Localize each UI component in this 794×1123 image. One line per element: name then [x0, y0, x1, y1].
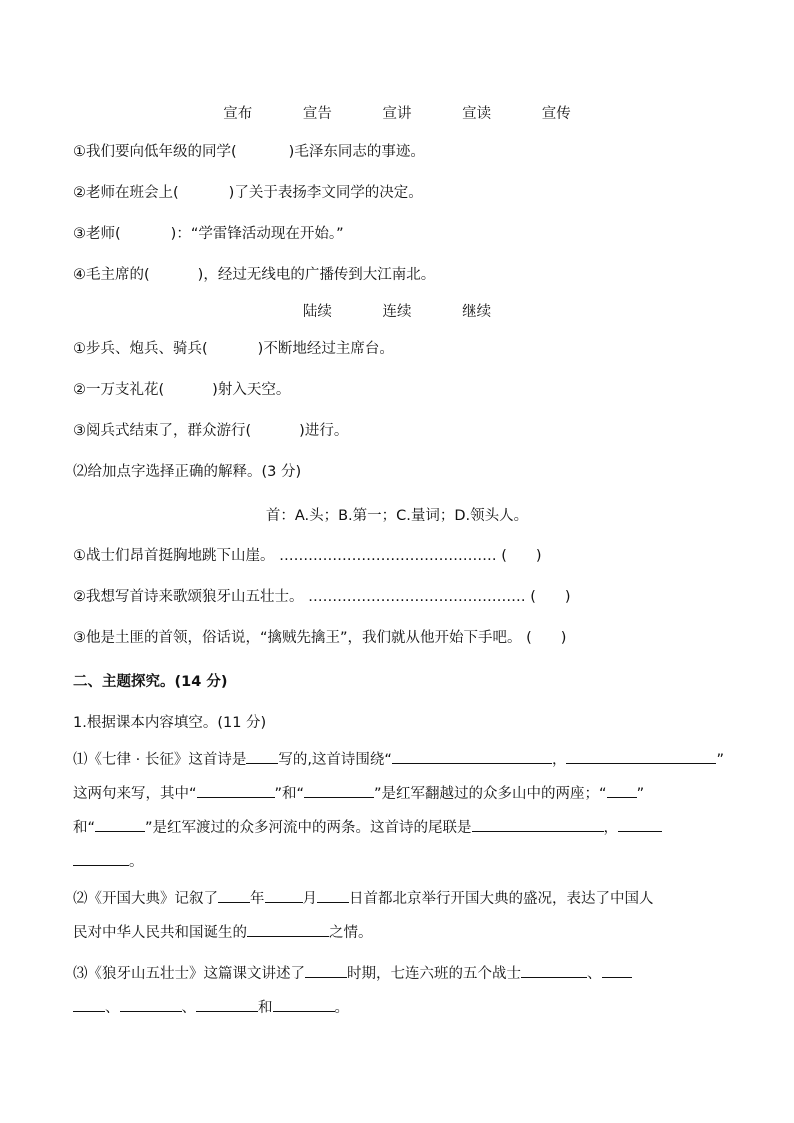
text-segment: 和	[258, 1000, 273, 1016]
word-option: 宣告	[302, 106, 332, 122]
long-march-paragraph	[73, 743, 733, 879]
text-segment: 时期，七连六班的五个战士	[347, 966, 521, 982]
text-segment: 写的,这首诗围绕“	[278, 752, 392, 768]
text-segment: 。	[334, 1000, 349, 1016]
fill-line-before: ④毛主席的(	[73, 267, 150, 283]
text-segment: 、	[181, 1000, 196, 1016]
word-option: 宣布	[223, 106, 253, 122]
answer-paren[interactable]: ( )	[526, 630, 567, 646]
fill-line-after: )了关于表扬李文同学的决定。	[228, 185, 423, 201]
text-segment: 、	[587, 966, 602, 982]
blank-line[interactable]	[305, 963, 347, 978]
blank-line[interactable]	[566, 749, 716, 764]
fill-line-before: ③老师(	[73, 226, 121, 242]
text-segment: 日首都北京举行开国大典的盛况，表达了中国人	[349, 891, 654, 907]
blank-line[interactable]	[95, 817, 145, 832]
blank-line[interactable]	[607, 783, 637, 798]
fill-line-after: )进行。	[299, 423, 349, 439]
fill-line-after: )不断地经过主席台。	[257, 341, 394, 357]
fill-line-before: ③阅兵式结束了，群众游行(	[73, 423, 252, 439]
blank-line[interactable]	[521, 963, 587, 978]
subsection-title: 1.根据课本内容填空。(11 分)	[73, 715, 267, 731]
section-title: 二、主题探究。(14 分)	[73, 674, 228, 690]
choice-text: ③他是土匪的首领，俗话说，“擒贼先擒王”，我们就从他开始下手吧。	[73, 630, 522, 646]
text-segment: ”是红军渡过的众多河流中的两条。这首诗的尾联是	[145, 820, 472, 836]
fill-line	[73, 140, 425, 161]
text-segment: ，	[603, 820, 619, 836]
choice-text: ②我想写首诗来歌颂狼牙山五壮士。	[73, 589, 304, 605]
text-segment: ⑴《七律 · 长征》这首诗是	[73, 752, 247, 768]
fill-line	[73, 419, 348, 440]
blank-line[interactable]	[273, 997, 335, 1012]
blank-line[interactable]	[73, 997, 105, 1012]
leader-dots: ………………………………………	[279, 548, 497, 564]
choice-item	[73, 544, 542, 565]
fill-line	[73, 378, 290, 399]
word-option: 继续	[462, 304, 492, 320]
text-segment: 年	[250, 891, 265, 907]
text-segment: 、	[105, 1000, 120, 1016]
fill-line-after: )射入天空。	[212, 382, 291, 398]
five-heroes-paragraph	[73, 957, 733, 1025]
fill-line-before: ②老师在班会上(	[73, 185, 179, 201]
word-option: 宣传	[541, 106, 571, 122]
blank-line[interactable]	[602, 963, 632, 978]
choice-item	[73, 626, 566, 647]
blank-line[interactable]	[247, 922, 329, 937]
blank-line[interactable]	[218, 888, 250, 903]
fill-line-before: ①步兵、炮兵、骑兵(	[73, 341, 208, 357]
blank-line[interactable]	[392, 749, 552, 764]
word-option: 陆续	[302, 304, 332, 320]
text-segment: ”	[636, 786, 645, 802]
answer-paren[interactable]: ( )	[530, 589, 571, 605]
blank-line[interactable]	[120, 997, 182, 1012]
fill-line-before: ①我们要向低年级的同学(	[73, 144, 237, 160]
blank-line[interactable]	[265, 888, 303, 903]
text-segment: 之情。	[329, 925, 373, 941]
fill-line	[73, 337, 394, 358]
fill-line-after: )，经过无线电的广播传到大江南北。	[197, 267, 436, 283]
fill-line	[73, 222, 344, 243]
fill-line	[73, 263, 435, 284]
blank-line[interactable]	[618, 817, 662, 832]
fill-line	[73, 181, 423, 202]
text-segment: ”是红军翻越过的众多山中的两座；“	[374, 786, 607, 802]
text-segment: 月	[302, 891, 317, 907]
definition-options: 首：A.头；B.第一；C.量词；D.领头人。	[265, 508, 529, 524]
founding-ceremony-paragraph	[73, 882, 733, 950]
text-segment: 。	[129, 854, 144, 870]
blank-line[interactable]	[246, 749, 278, 764]
fill-line-after: )：“学雷锋活动现在开始。”	[170, 226, 344, 242]
word-option: 连续	[382, 304, 412, 320]
text-segment: ，	[551, 752, 567, 768]
word-option: 宣讲	[382, 106, 412, 122]
word-bank-2	[0, 300, 794, 321]
text-segment: ”	[716, 752, 724, 768]
leader-dots: ………………………………………	[308, 589, 526, 605]
answer-paren[interactable]: ( )	[501, 548, 542, 564]
blank-line[interactable]	[197, 783, 275, 798]
text-segment: 和“	[73, 820, 96, 836]
text-segment: ⑶《狼牙山五壮士》这篇课文讲述了	[73, 966, 305, 982]
blank-line[interactable]	[317, 888, 349, 903]
blank-line[interactable]	[304, 783, 374, 798]
fill-line-before: ②一万支礼花(	[73, 382, 165, 398]
word-bank-1	[0, 102, 794, 123]
text-segment: 民对中华人民共和国诞生的	[73, 925, 247, 941]
text-segment: ”和“	[274, 786, 305, 802]
word-option: 宣读	[462, 106, 492, 122]
blank-line[interactable]	[472, 817, 604, 832]
text-segment: 这两句来写，其中“	[73, 786, 197, 802]
choice-text: ①战士们昂首挺胸地跳下山崖。	[73, 548, 275, 564]
blank-line[interactable]	[73, 851, 129, 866]
blank-line[interactable]	[196, 997, 258, 1012]
text-segment: ⑵《开国大典》记叙了	[73, 891, 218, 907]
choice-item	[73, 585, 571, 606]
fill-line-after: )毛泽东同志的事迹。	[288, 144, 425, 160]
question-heading: ⑵给加点字选择正确的解释。(3 分)	[73, 464, 302, 480]
